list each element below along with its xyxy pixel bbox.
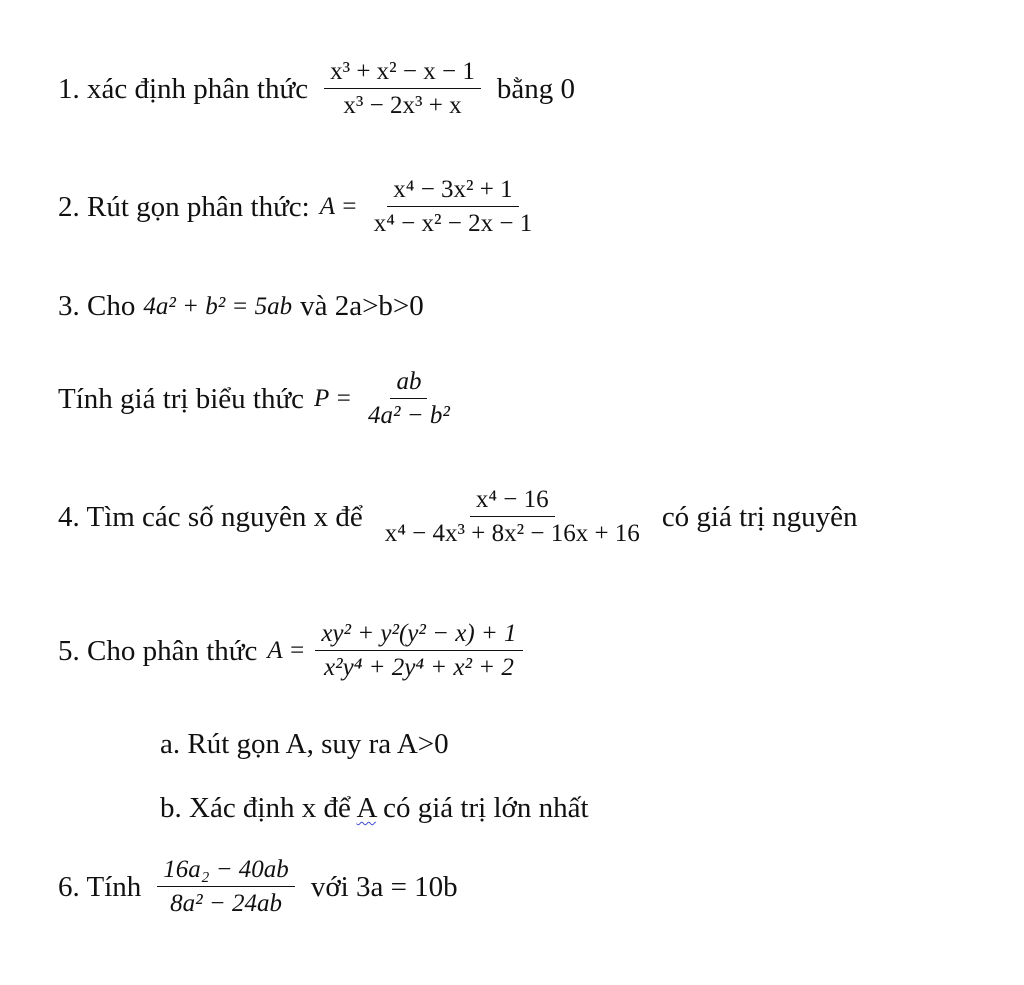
problem-5-numerator: xy² + y²(y² − x) + 1 <box>315 620 522 651</box>
problem-3b-numerator: ab <box>390 368 427 399</box>
problem-4-denominator: x⁴ − 4x³ + 8x² − 16x + 16 <box>384 520 640 547</box>
problem-5b-prefix: b. Xác định x để <box>160 792 351 824</box>
problem-4 <box>58 486 858 548</box>
problem-5-denominator: x²y⁴ + 2y⁴ + x² + 2 <box>324 654 514 681</box>
problem-5-lhs: A = <box>267 637 306 664</box>
problem-3-equation: 4a² + b² = 5ab <box>143 292 293 320</box>
problem-1-denominator: x³ − 2x³ + x <box>343 92 462 119</box>
problem-5b-suffix: có giá trị lớn nhất <box>383 792 589 824</box>
problem-2-fraction <box>320 176 544 238</box>
problem-5-prefix: 5. Cho phân thức <box>58 634 258 667</box>
problem-2 <box>58 176 554 238</box>
problem-4-suffix: có giá trị nguyên <box>661 500 858 533</box>
problem-3b-fraction <box>314 368 462 430</box>
problem-3b-prefix: Tính giá trị biểu thức <box>58 382 305 415</box>
problem-4-numerator: x⁴ − 16 <box>470 486 555 517</box>
problem-2-numerator: x⁴ − 3x² + 1 <box>387 176 518 207</box>
problem-3b-lhs: P = <box>314 385 352 412</box>
problem-6-denominator: 8a² − 24ab <box>170 890 282 917</box>
problem-4-prefix: 4. Tìm các số nguyên x để <box>58 500 363 533</box>
problem-5b <box>160 792 589 825</box>
problem-5-fraction <box>267 620 528 682</box>
problem-1-numerator: x³ + x² − x − 1 <box>324 58 481 89</box>
problem-6-prefix: 6. Tính <box>58 870 142 903</box>
problem-3-prefix: 3. Cho <box>58 290 136 322</box>
problem-4-fraction <box>373 486 652 548</box>
problem-3 <box>58 290 424 323</box>
problem-1 <box>58 58 575 120</box>
problem-6 <box>58 856 458 918</box>
problem-1-fraction <box>318 58 487 120</box>
problem-2-prefix: 2. Rút gọn phân thức: <box>58 190 310 223</box>
problem-3-expression <box>58 368 472 430</box>
problem-5 <box>58 620 539 682</box>
problem-3b-denominator: 4a² − b² <box>368 402 450 429</box>
problem-5b-underlined: A <box>356 792 376 824</box>
problem-2-lhs: A = <box>319 193 358 220</box>
problem-2-denominator: x⁴ − x² − 2x − 1 <box>373 210 533 237</box>
problem-3-suffix: và 2a>b>0 <box>300 290 424 322</box>
problem-6-suffix: với 3a = 10b <box>310 870 458 903</box>
problem-1-prefix: 1. xác định phân thức <box>58 72 309 105</box>
problem-6-fraction <box>151 856 301 918</box>
problem-6-numerator: 16a₂ − 40ab <box>157 856 295 887</box>
problem-5a: a. Rút gọn A, suy ra A>0 <box>160 728 449 760</box>
problem-1-suffix: bằng 0 <box>496 72 575 105</box>
